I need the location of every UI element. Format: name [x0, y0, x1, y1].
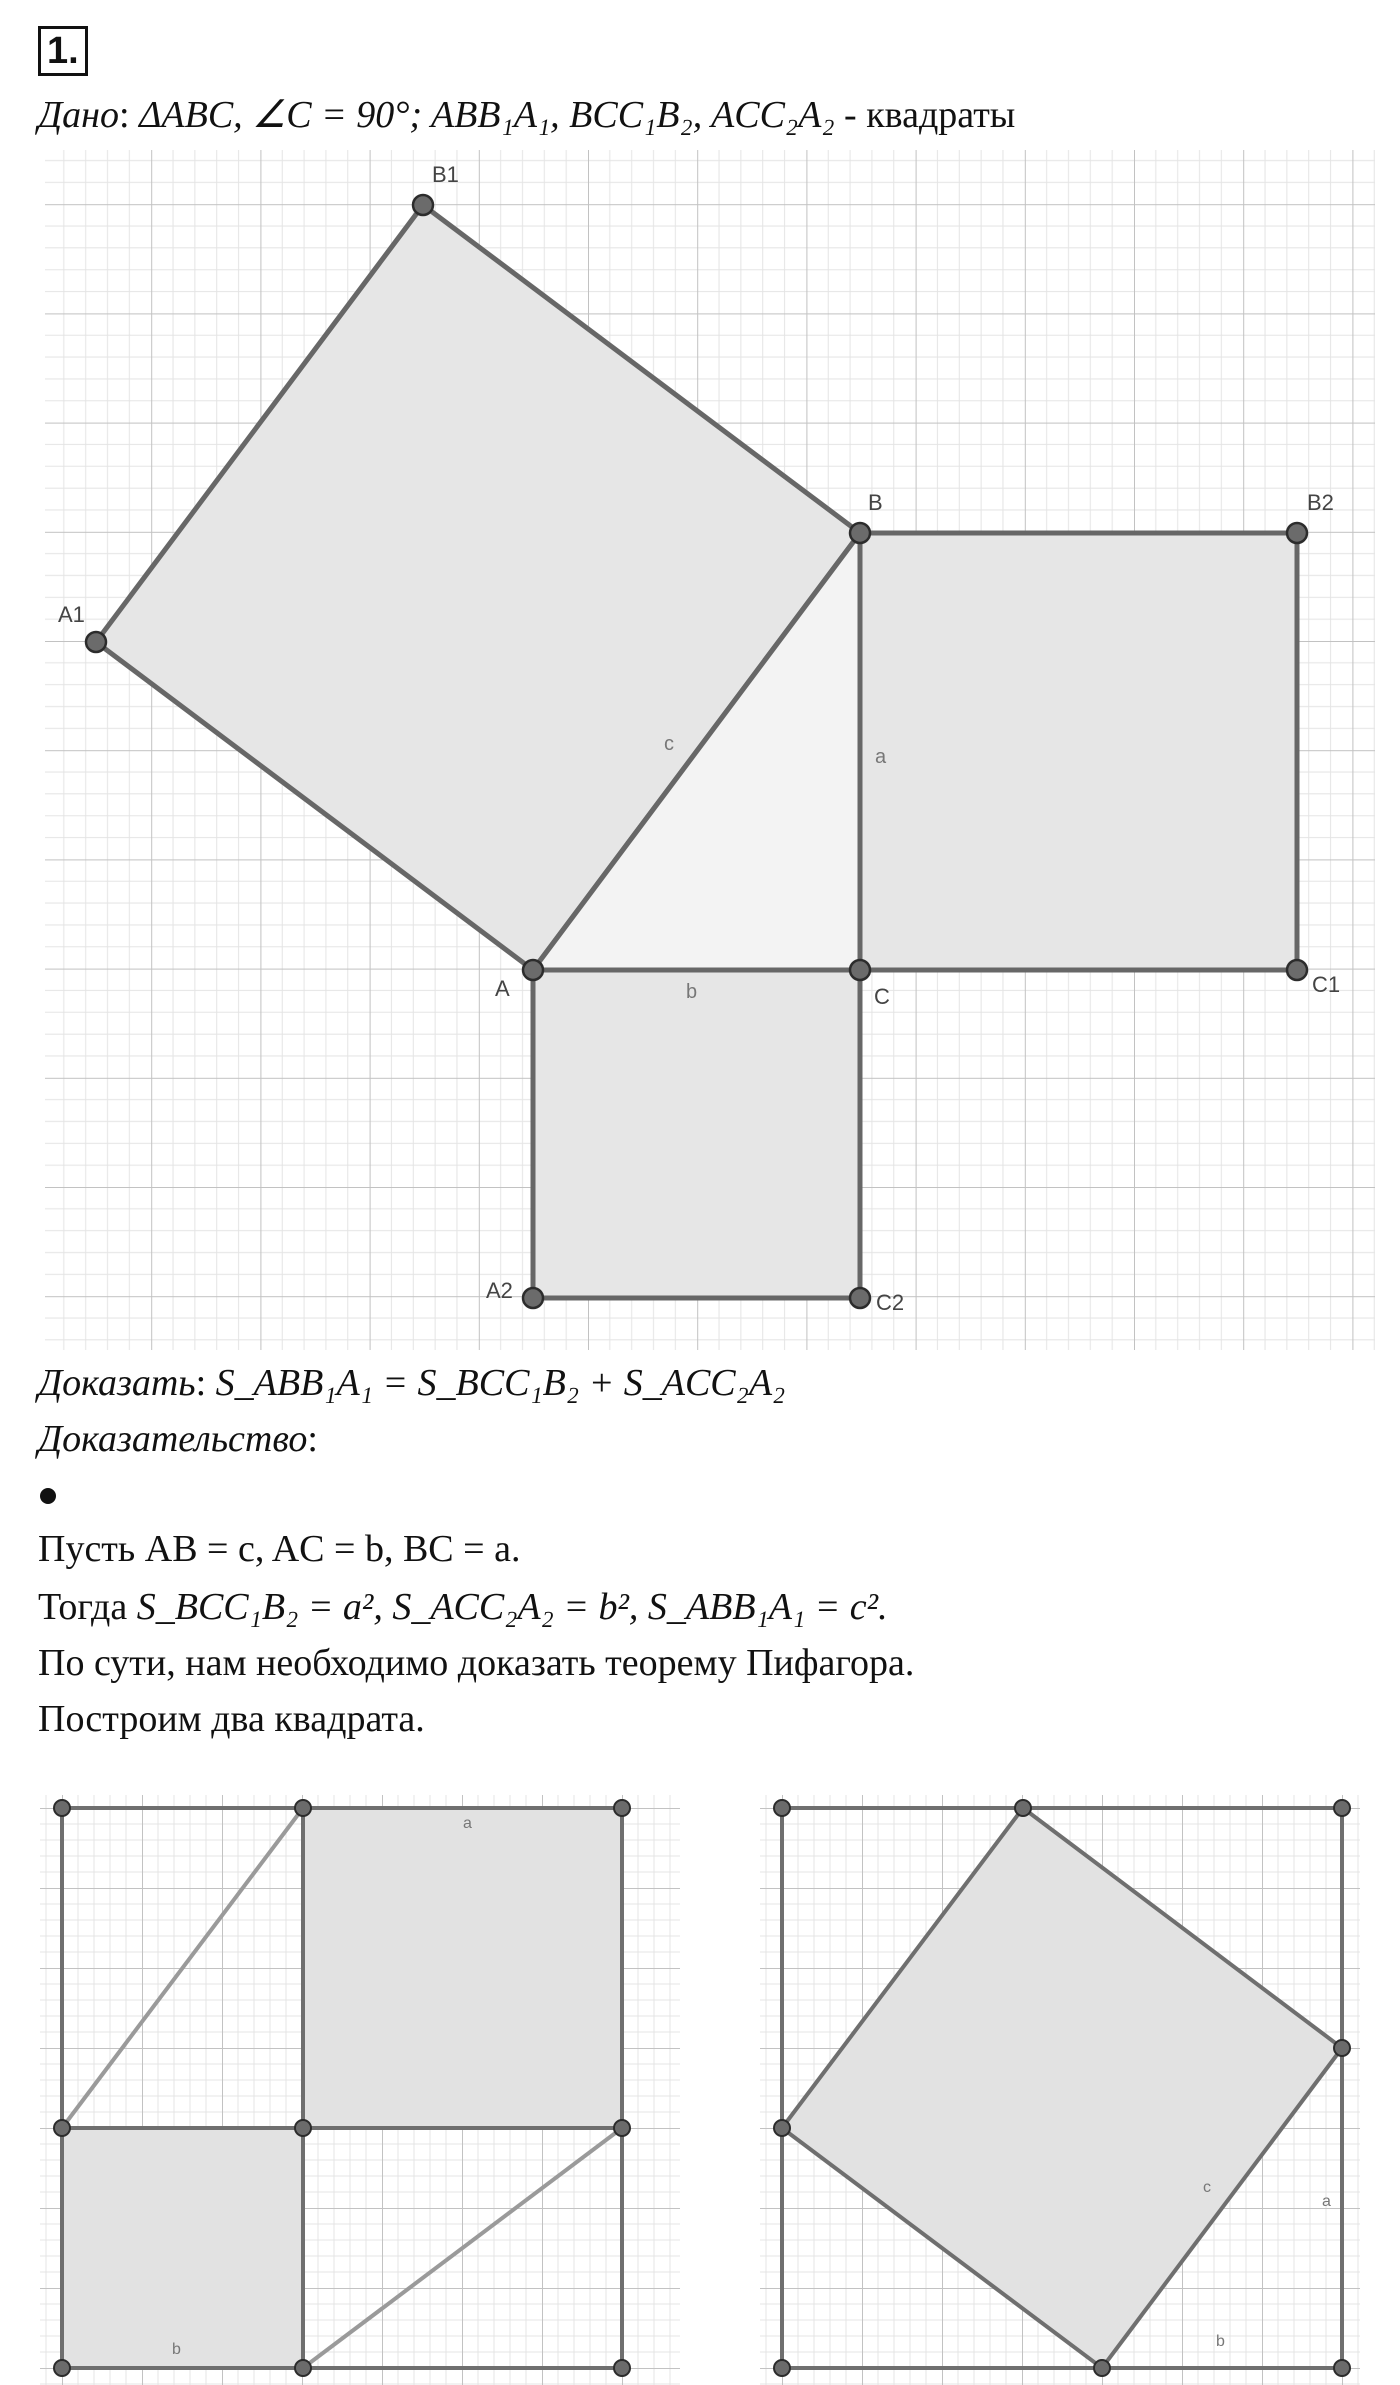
point-b1: [413, 195, 433, 215]
label-a: A: [495, 976, 510, 1001]
vertex: [1334, 2040, 1350, 2056]
side-label-b: b: [686, 981, 698, 1003]
label-c1: C1: [1312, 972, 1341, 997]
vertex: [295, 2120, 311, 2136]
proof-line: Доказательство:: [38, 1418, 318, 1460]
point-c2: [850, 1288, 870, 1308]
proof-text-4: Построим два квадрата.: [38, 1698, 425, 1740]
proof-label: Доказательство: [38, 1418, 308, 1460]
proof-text-2: [38, 1584, 888, 1630]
vertex: [54, 2120, 70, 2136]
vertex: [54, 2360, 70, 2376]
triangle-squares-figure: [0, 140, 1400, 1360]
point-b: [850, 523, 870, 543]
label-a2: A2: [486, 1278, 513, 1303]
vertex: [1334, 1800, 1350, 1816]
given-line: Дано: ΔABC, ∠C = 90°; ABB₁A₁, BCC₁B₂, ACC₂A₂ - квадраты: [38, 94, 1016, 136]
point-b2: [1287, 523, 1307, 543]
label-b: B: [868, 490, 883, 515]
given-label: Дано: [38, 94, 120, 136]
side-label-b: b: [172, 2341, 181, 2358]
point-a: [523, 960, 543, 980]
vertex: [1015, 1800, 1031, 1816]
label-b2: B2: [1307, 490, 1334, 515]
square-b2: [62, 2128, 303, 2368]
side-label-a: a: [463, 1815, 472, 1832]
point-a1: [86, 632, 106, 652]
vertex: [614, 1800, 630, 1816]
label-c2: C2: [876, 1290, 905, 1315]
given-math: ΔABC, ∠C = 90°; ABB₁A₁, BCC₁B₂, ACC₂A₂: [139, 94, 835, 136]
vertex: [54, 1800, 70, 1816]
side-label-a: a: [1322, 2193, 1331, 2210]
vertex: [295, 1800, 311, 1816]
prove-math: S_ABB₁A₁ = S_BCC₁B₂ + S_ACC₂A₂: [215, 1362, 786, 1404]
prove-line: Доказать: S_ABB₁A₁ = S_BCC₁B₂ + S_ACC₂A₂: [38, 1362, 786, 1404]
proof-text-2-math: S_BCC₁B₂ = a², S_ACC₂A₂ = b², S_ABB₁A₁ = c².: [136, 1586, 888, 1628]
vertex: [774, 2360, 790, 2376]
point-c1: [1287, 960, 1307, 980]
vertex: [614, 2360, 630, 2376]
problem-number: 1.: [38, 26, 88, 76]
square-bcc1b2: [860, 533, 1297, 970]
square-acc2a2: [533, 970, 860, 1298]
vertex: [774, 1800, 790, 1816]
vertex: [614, 2120, 630, 2136]
vertex: [1094, 2360, 1110, 2376]
given-suffix: - квадраты: [834, 94, 1016, 136]
left-square-figure: [0, 1790, 700, 2385]
prove-label: Доказать: [38, 1362, 196, 1404]
side-label-a: a: [875, 746, 887, 768]
right-square-figure: [700, 1790, 1400, 2385]
label-b1: B1: [432, 162, 459, 187]
label-c: C: [874, 984, 890, 1009]
proof-text-3: По сути, нам необходимо доказать теорему Пифагора.: [38, 1642, 915, 1684]
side-label-c: c: [664, 733, 674, 755]
vertex: [295, 2360, 311, 2376]
proof-text-2-prefix: Тогда: [38, 1586, 137, 1628]
label-a1: A1: [58, 602, 85, 627]
side-label-b: b: [1216, 2333, 1225, 2350]
point-a2: [523, 1288, 543, 1308]
bullet-point: [40, 1488, 56, 1504]
proof-text-1: Пусть AB = c, AC = b, BC = a.: [38, 1528, 521, 1570]
vertex: [774, 2120, 790, 2136]
point-c: [850, 960, 870, 980]
side-label-c: c: [1203, 2179, 1211, 2196]
vertex: [1334, 2360, 1350, 2376]
square-a2: [303, 1808, 622, 2128]
